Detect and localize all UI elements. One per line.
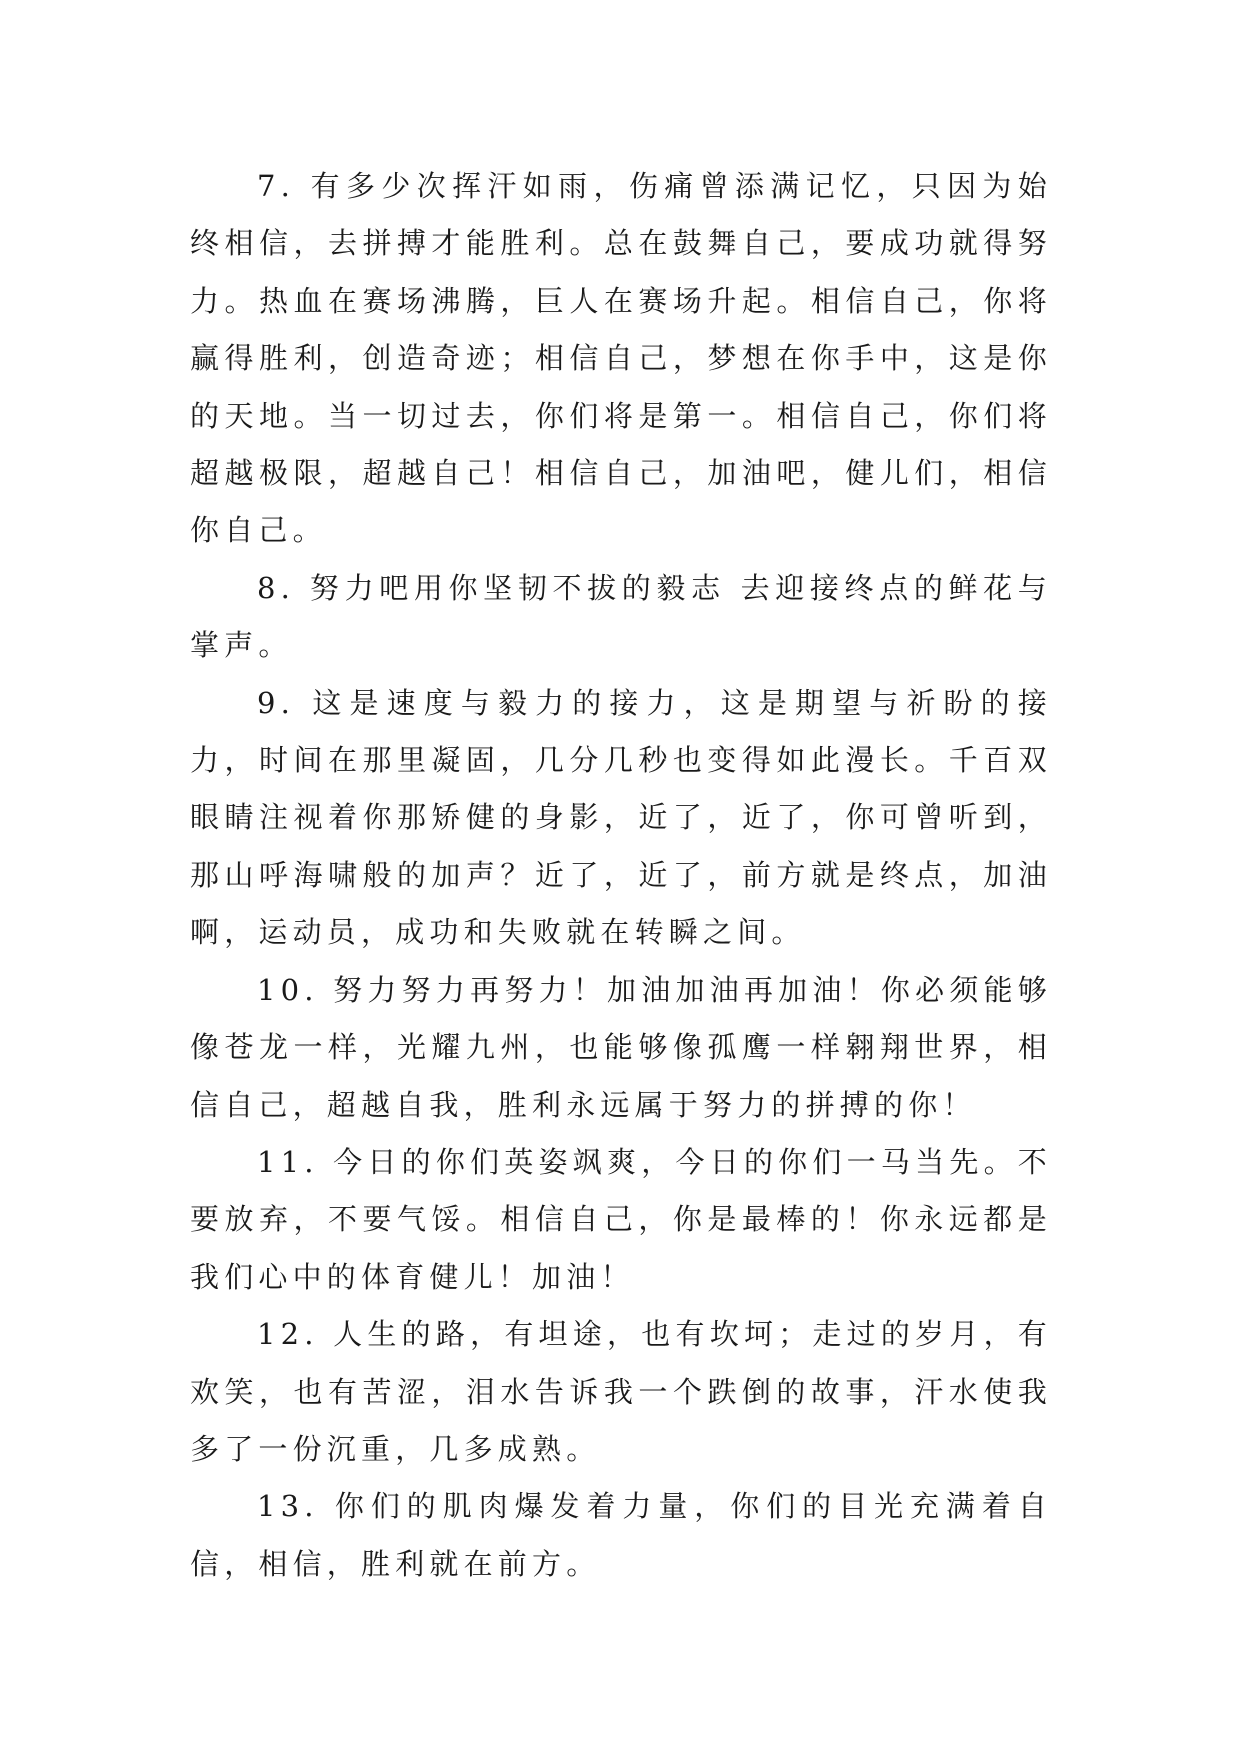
paragraph-7: 7. 有多少次挥汗如雨，伤痛曾添满记忆，只因为始终相信，去拼搏才能胜利。总在鼓舞自己，要成功就得努力。热血在赛场沸腾，巨人在赛场升起。相信自己，你将赢得胜利，创造奇迹；相信自己，梦想在你手中，这是你的天地。当一切过去，你们将是第一。相信自己，你们将超越极限，超越自己！相信自己，加油吧，健儿们，相信你自己。 bbox=[190, 169, 1052, 548]
paragraph-9: 9. 这是速度与毅力的接力，这是期望与祈盼的接力，时间在那里凝固，几分几秒也变得如此漫长。千百双眼睛注视着你那矫健的身影，近了，近了，你可曾听到，那山呼海啸般的加声？近了，近了，前方就是终点，加油啊，运动员，成功和失败就在转瞬之间。 bbox=[190, 685, 1052, 950]
paragraph-8: 8. 努力吧用你坚韧不拔的毅志 去迎接终点的鲜花与掌声。 bbox=[190, 570, 1052, 663]
document-body bbox=[190, 158, 1052, 1593]
paragraph-12: 12. 人生的路，有坦途，也有坎坷；走过的岁月，有欢笑，也有苦涩，泪水告诉我一个跌倒的故事，汗水使我多了一份沉重，几多成熟。 bbox=[190, 1317, 1052, 1466]
paragraph-13: 13. 你们的肌肉爆发着力量，你们的目光充满着自信，相信，胜利就在前方。 bbox=[190, 1489, 1052, 1581]
paragraph-10: 10. 努力努力再努力！加油加油再加油！你必须能够像苍龙一样，光耀九州，也能够像孤鹰一样翱翔世界，相信自己，超越自我，胜利永远属于努力的拼搏的你！ bbox=[190, 972, 1052, 1122]
paragraph-11: 11. 今日的你们英姿飒爽，今日的你们一马当先。不要放弃，不要气馁。相信自己，你是最棒的！你永远都是我们心中的体育健儿！加油！ bbox=[190, 1144, 1052, 1294]
